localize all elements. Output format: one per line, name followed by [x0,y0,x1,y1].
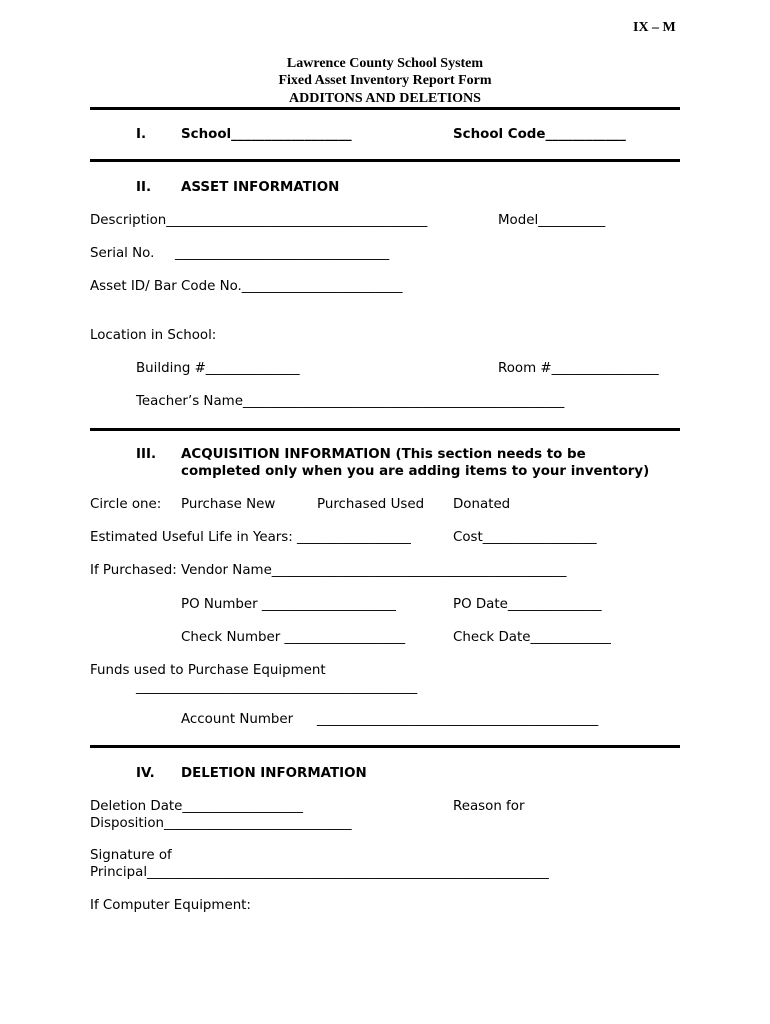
section-2-title: ASSET INFORMATION [181,180,340,195]
useful-life-field[interactable]: Estimated Useful Life in Years: _________________ [90,530,411,545]
check-date-field[interactable]: Check Date____________ [453,630,611,645]
reason-for-label: Reason for [453,799,525,814]
serial-label: Serial No. [90,246,155,261]
po-number-field[interactable]: PO Number ____________________ [181,597,396,612]
section-3-number: III. [136,447,157,462]
section-4-number: IV. [136,766,155,781]
model-field[interactable]: Model__________ [498,213,606,228]
building-field[interactable]: Building #______________ [136,361,300,376]
section-3-divider [90,745,680,748]
asset-id-field[interactable]: Asset ID/ Bar Code No.________________________ [90,279,403,294]
account-number-label: Account Number [181,712,294,727]
circle-one-label: Circle one: [90,497,162,512]
account-number-field[interactable]: __________________________________________ [317,712,599,727]
deletion-date-field[interactable]: Deletion Date__________________ [90,799,303,814]
po-date-field[interactable]: PO Date______________ [453,597,602,612]
funds-label: Funds used to Purchase Equipment [90,663,326,678]
funds-field[interactable]: __________________________________________ [136,680,418,695]
room-field[interactable]: Room #________________ [498,361,659,376]
section-2-number: II. [136,180,152,195]
disposition-field[interactable]: Disposition____________________________ [90,816,352,831]
option-purchase-new[interactable]: Purchase New [181,497,276,512]
teacher-name-field[interactable]: Teacher’s Name________________________________________________ [136,394,565,409]
header-divider [90,107,680,110]
form-title: Fixed Asset Inventory Report Form [278,73,492,88]
location-label: Location in School: [90,328,217,343]
serial-field[interactable]: ________________________________ [175,246,390,261]
page-code: IX – M [633,20,676,35]
organization-name: Lawrence County School System [286,56,484,71]
section-3-title-line1: ACQUISITION INFORMATION (This section needs to be [181,447,586,462]
section-1-number: I. [136,127,147,142]
section-2-divider [90,428,680,431]
option-donated[interactable]: Donated [453,497,511,512]
form-subtitle: ADDITONS AND DELETIONS [289,91,481,106]
if-purchased-label: If Purchased: [90,563,177,578]
computer-equipment-label: If Computer Equipment: [90,898,251,913]
description-field[interactable]: Description_______________________________________ [90,213,428,228]
section-1-divider [90,159,680,162]
option-purchased-used[interactable]: Purchased Used [317,497,425,512]
section-3-title-line2: completed only when you are adding items to your inventory) [181,464,650,479]
cost-field[interactable]: Cost_________________ [453,530,597,545]
check-number-field[interactable]: Check Number __________________ [181,630,406,645]
section-4-title: DELETION INFORMATION [181,766,367,781]
signature-label: Signature of [90,848,172,863]
vendor-name-field[interactable]: Vendor Name____________________________________________ [181,563,567,578]
school-field[interactable]: School__________________ [181,127,352,142]
principal-signature-field[interactable]: Principal____________________________________________________________ [90,865,549,880]
school-code-field[interactable]: School Code____________ [453,127,626,142]
